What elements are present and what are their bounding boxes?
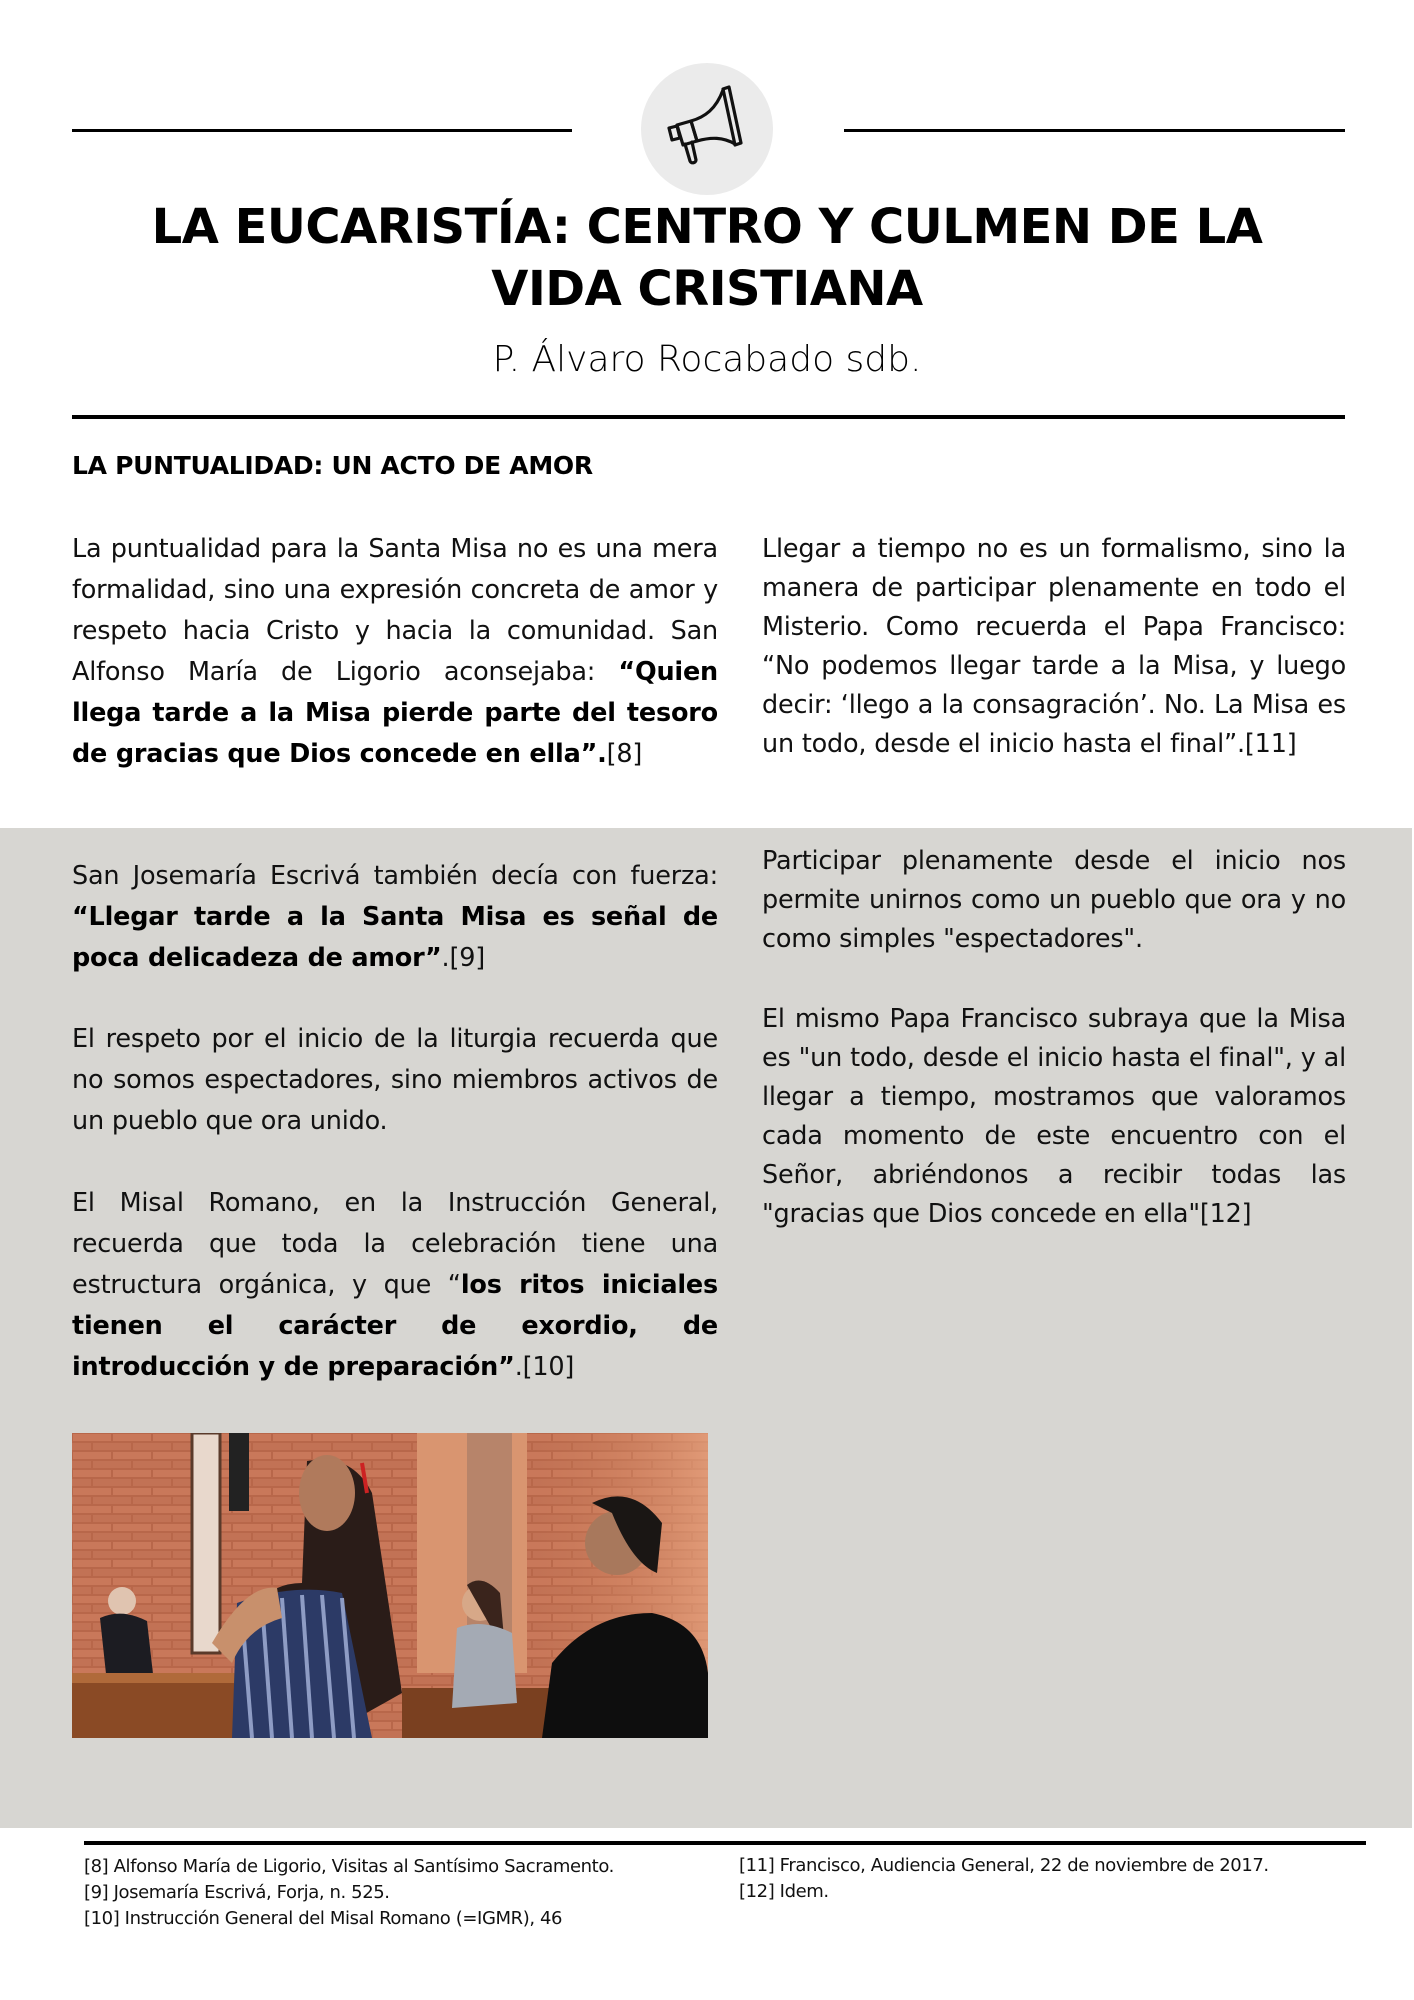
footnote-8: [8] Alfonso María de Ligorio, Visitas al Santísimo Sacramento. (84, 1856, 614, 1877)
paragraph-text: San Josemaría Escrivá también decía con fuerza: (72, 861, 718, 891)
left-paragraph-3 (72, 1019, 718, 1142)
right-paragraph-1: Llegar a tiempo no es un formalismo, sino la manera de participar plenamente en todo el Misterio. Como recuerda el Papa Francisco: “No podemos llegar tarde a la Misa, y luego decir: ‘llego a la consagración’. No. La Misa es un todo, desde el inicio hasta el final”.[11] (762, 534, 1346, 759)
title-divider (72, 415, 1345, 419)
church-photo (72, 1433, 708, 1738)
footnote-11: [11] Francisco, Audiencia General, 22 de noviembre de 2017. (739, 1855, 1269, 1876)
quote-bold: los ritos iniciales tienen el carácter de exordio, de introducción y de preparación” (72, 1270, 718, 1382)
header-rule-right (844, 129, 1345, 132)
footnote-divider (84, 1841, 1366, 1845)
footnote-12: [12] Idem. (739, 1881, 829, 1902)
title-line-2: VIDA CRISTIANA (491, 261, 923, 317)
footnotes-right (739, 1853, 1269, 1905)
author-byline: P. Álvaro Rocabado sdb. (492, 339, 922, 380)
footnote-ref-9: .[9] (441, 943, 485, 973)
title-line-1: LA EUCARISTÍA: CENTRO Y CULMEN DE LA (151, 199, 1263, 255)
paragraph-text: El respeto por el inicio de la liturgia recuerda que no somos espectadores, sino miembros activos de un pueblo que ora unido. (72, 1024, 718, 1136)
megaphone-icon (661, 81, 753, 173)
footnotes-left (84, 1854, 614, 1932)
footnote-ref-8: [8] (606, 739, 643, 769)
paragraph-text: La puntualidad para la Santa Misa no es una mera formalidad, sino una expresión concreta de amor y respeto hacia Cristo y hacia la comunidad. San Alfonso María de Ligorio aconsejaba: (72, 534, 718, 687)
left-paragraph-4 (72, 1183, 718, 1388)
icon-badge (641, 63, 773, 195)
header-rule-left (72, 129, 572, 132)
paragraph-text: El Misal Romano, en la Instrucción General, recuerda que toda la celebración tiene una estructura orgánica, y que “ (72, 1188, 718, 1300)
quote-bold: “Quien llega tarde a la Misa pierde parte del tesoro de gracias que Dios concede en ella”. (72, 657, 718, 769)
section-heading: LA PUNTUALIDAD: UN ACTO DE AMOR (72, 451, 593, 480)
left-paragraph-1 (72, 529, 718, 775)
photo-illustration (72, 1433, 708, 1738)
footnote-ref-10: .[10] (514, 1352, 575, 1382)
right-paragraph-3: El mismo Papa Francisco subraya que la Misa es "un todo, desde el inicio hasta el final", y al llegar a tiempo, mostramos que valoramos cada momento de este encuentro con el Señor, abriéndonos a recibir todas las "gracias que Dios concede en ella"[12] (762, 1004, 1346, 1229)
footnote-9: [9] Josemaría Escrivá, Forja, n. 525. (84, 1882, 390, 1903)
left-paragraph-2 (72, 856, 718, 979)
footnote-10: [10] Instrucción General del Misal Romano (=IGMR), 46 (84, 1908, 563, 1929)
right-paragraph-2: Participar plenamente desde el inicio nos permite unirnos como un pueblo que ora y no como simples "espectadores". (762, 846, 1346, 954)
quote-bold: “Llegar tarde a la Santa Misa es señal de poca delicadeza de amor” (72, 902, 718, 973)
page-title (80, 196, 1334, 320)
